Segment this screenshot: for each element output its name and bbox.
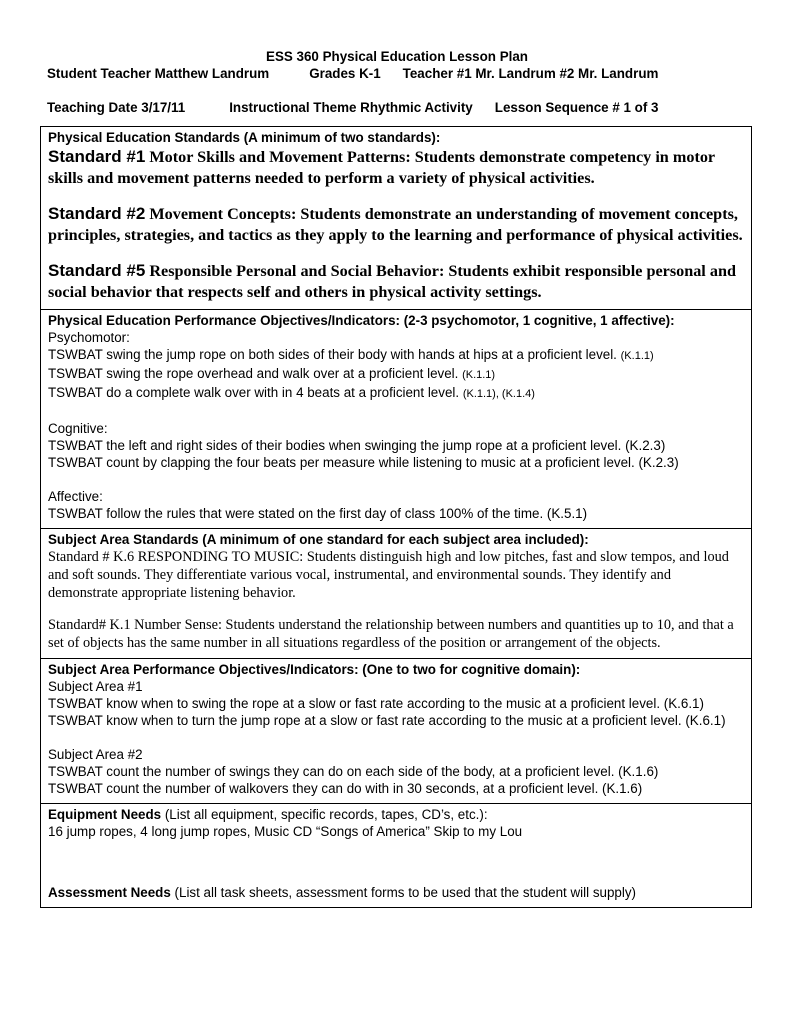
teachers: Teacher #1 Mr. Landrum #2 Mr. Landrum: [402, 66, 659, 81]
psychomotor-label: Psychomotor:: [48, 330, 130, 345]
header-row-teacher: [47, 65, 747, 82]
subject-standards-heading: Subject Area Standards (A minimum of one standard for each subject area included):: [48, 532, 589, 547]
document-header: [47, 48, 747, 116]
equipment-list: 16 jump ropes, 4 long jump ropes, Music CD “Songs of America” Skip to my Lou: [48, 824, 523, 839]
subject-standard-number-sense: Standard# K.1 Number Sense: Students understand the relationship between numbers and quantities up to 10, and that a set of objects has the same number in all situations regardless of the position or arrangement of the objects.: [48, 617, 734, 651]
grades: Grades K-1: [309, 66, 381, 81]
psychomotor-objective: TSWBAT do a complete walk over with in 4 beats at a proficient level. (K.1.1), (K.1.4): [48, 385, 535, 400]
subject-area-1-objective: TSWBAT know when to turn the jump rope at a slow or fast rate according to the music at a proficient level. (K.6.1): [48, 713, 726, 728]
lesson-plan-table: [40, 126, 752, 908]
psychomotor-objective: TSWBAT swing the rope overhead and walk over at a proficient level. (K.1.1): [48, 366, 496, 381]
pe-objectives-section: [41, 310, 751, 529]
subject-area-2-objective: TSWBAT count the number of walkovers they can do with in 30 seconds, at a proficient level. (K.1.6): [48, 781, 643, 796]
subject-standards-section: [41, 529, 751, 659]
instructional-theme: Instructional Theme Rhythmic Activity: [229, 100, 473, 115]
pe-standards-section: [41, 127, 751, 310]
subject-objectives-section: [41, 659, 751, 804]
cognitive-objective: TSWBAT the left and right sides of their bodies when swinging the jump rope at a proficient level. (K.2.3): [48, 438, 666, 453]
subject-standard-music: Standard # K.6 RESPONDING TO MUSIC: Students distinguish high and low pitches, fast and slow tempos, and loud and soft sounds. They differentiate various vocal, instrumental, and environmental sounds. They identify and demonstrate appropriate listening behavior.: [48, 549, 729, 601]
subject-objectives-heading: Subject Area Performance Objectives/Indicators: (One to two for cognitive domain):: [48, 662, 581, 677]
standard-1: Standard #1 Motor Skills and Movement Patterns: Students demonstrate competency in motor skills and movement patterns needed to perform a variety of physical activities.: [48, 147, 715, 187]
equipment-section: [41, 804, 751, 908]
cognitive-label: Cognitive:: [48, 421, 108, 436]
document-title: ESS 360 Physical Education Lesson Plan: [266, 49, 528, 64]
subject-area-2-objective: TSWBAT count the number of swings they can do on each side of the body, at a proficient level. (K.1.6): [48, 764, 659, 779]
lesson-sequence: Lesson Sequence # 1 of 3: [494, 100, 659, 115]
affective-objective: TSWBAT follow the rules that were stated on the first day of class 100% of the time. (K.5.1): [48, 506, 588, 521]
equipment-heading: Equipment Needs (List all equipment, specific records, tapes, CD’s, etc.):: [48, 807, 488, 822]
subject-area-1-objective: TSWBAT know when to swing the rope at a slow or fast rate according to the music at a proficient level. (K.6.1): [48, 696, 704, 711]
header-row-date: [47, 99, 747, 116]
pe-standards-heading: Physical Education Standards (A minimum of two standards):: [48, 130, 441, 145]
standard-2: Standard #2 Movement Concepts: Students demonstrate an understanding of movement concepts, principles, strategies, and tactics as they apply to the learning and performance of physical activities.: [48, 204, 743, 244]
affective-label: Affective:: [48, 489, 103, 504]
psychomotor-objective: TSWBAT swing the jump rope on both sides of their body with hands at hips at a proficient level. (K.1.1): [48, 347, 654, 362]
cognitive-objective: TSWBAT count by clapping the four beats per measure while listening to music at a proficient level. (K.2.3): [48, 455, 679, 470]
pe-objectives-heading: Physical Education Performance Objectives/Indicators: (2-3 psychomotor, 1 cognitive, 1 affective):: [48, 313, 675, 328]
teaching-date: Teaching Date 3/17/11: [47, 100, 186, 115]
student-teacher: Student Teacher Matthew Landrum: [47, 66, 270, 81]
subject-area-2-label: Subject Area #2: [48, 747, 143, 762]
standard-5: Standard #5 Responsible Personal and Social Behavior: Students exhibit responsible personal and social behavior that respects self and others in physical activity settings.: [48, 261, 736, 301]
subject-area-1-label: Subject Area #1: [48, 679, 143, 694]
assessment-heading: Assessment Needs (List all task sheets, assessment forms to be used that the student will supply): [48, 885, 636, 900]
